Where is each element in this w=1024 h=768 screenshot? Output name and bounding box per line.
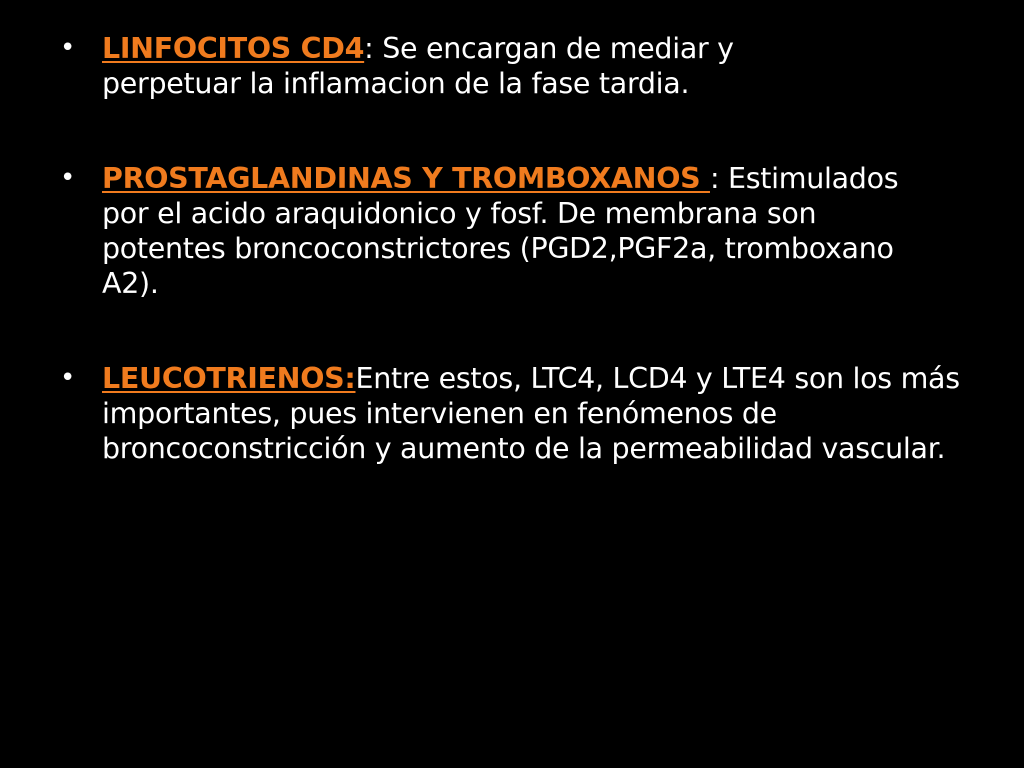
bullet-icon: • (60, 33, 76, 63)
bullet-item-prostaglandinas (60, 161, 922, 301)
description-leucotrienos: Entre estos, LTC4, LCD4 y LTE4 son los más importantes, pues intervienen en fenómenos de broncoconstricción y aumento de la permeabilidad vascular. (102, 362, 960, 465)
bullet-icon: • (60, 163, 76, 193)
description-linfocitos: : Se encargan de mediar y perpetuar la inflamacion de la fase tardia. (102, 32, 734, 100)
bullet-icon: • (60, 363, 76, 393)
term-linfocitos: LINFOCITOS CD4 (102, 32, 365, 65)
term-prostaglandinas: PROSTAGLANDINAS Y TROMBOXANOS (102, 162, 710, 195)
bullet-item-linfocitos (60, 31, 862, 101)
bullet-list (60, 31, 960, 466)
bullet-item-leucotrienos (60, 361, 982, 466)
term-leucotrienos: LEUCOTRIENOS: (102, 362, 356, 395)
description-prostaglandinas: : Estimulados por el acido araquidonico y fosf. De membrana son potentes broncoconstrictores (PGD2,PGF2a, tromboxano A2). (102, 162, 899, 300)
